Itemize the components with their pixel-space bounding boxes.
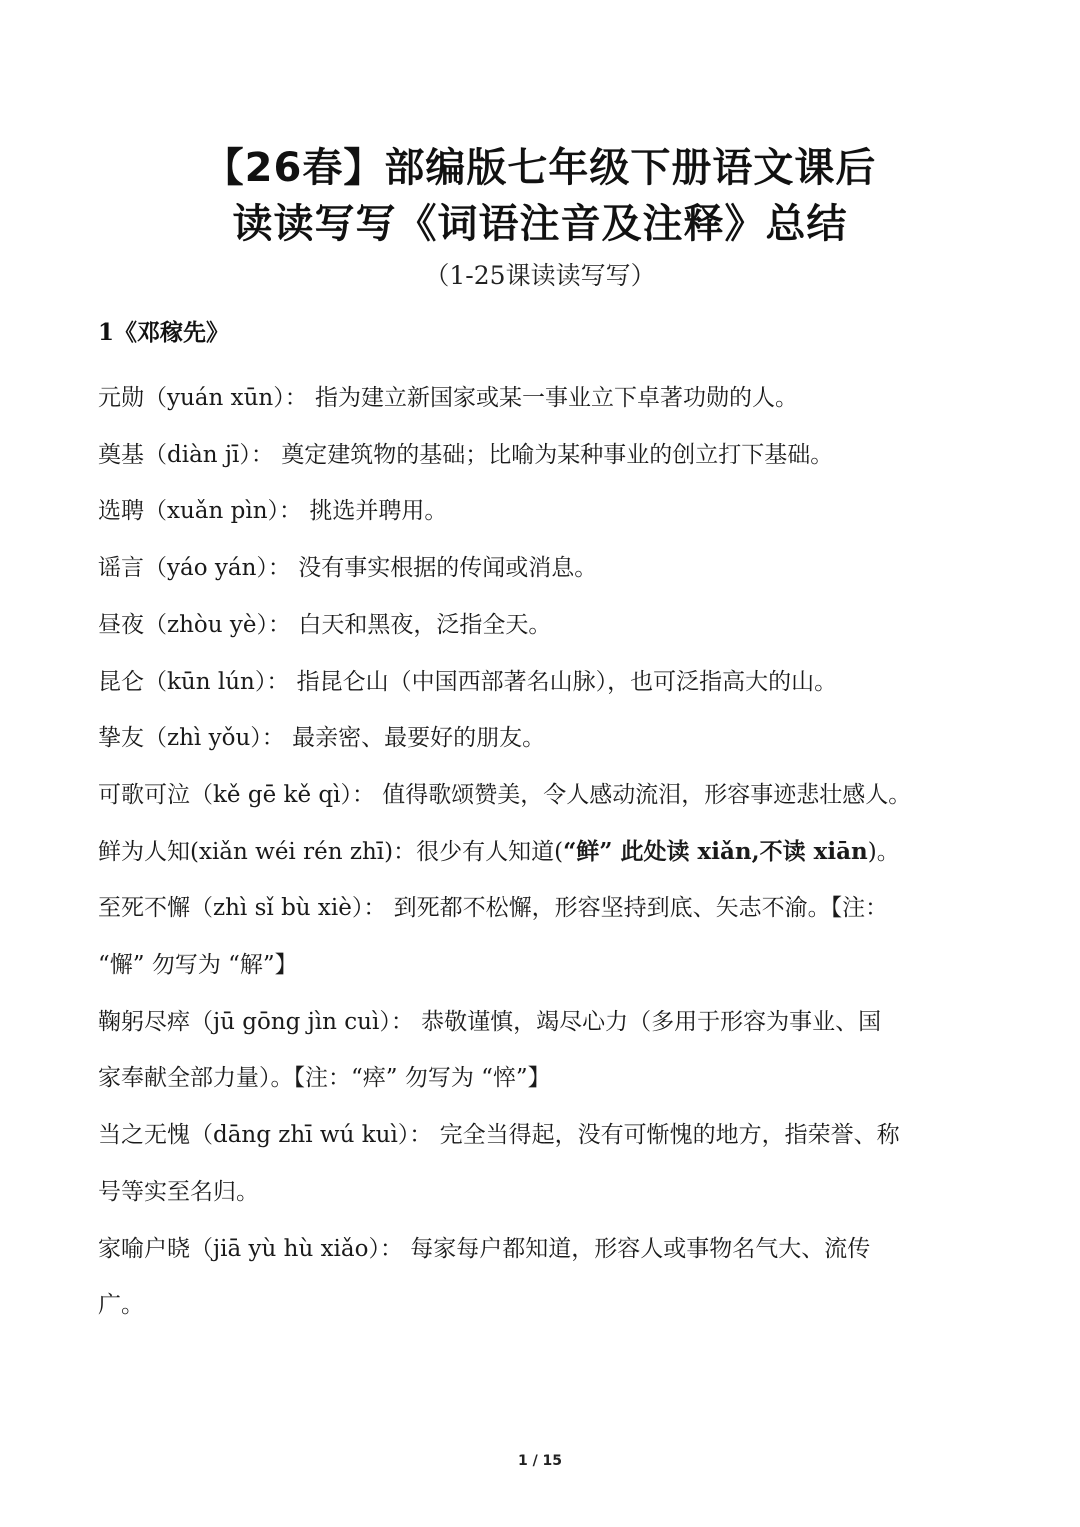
vocabulary-entry bbox=[98, 994, 998, 1107]
entry-text: 昼夜（zhòu yè）： 白天和黑夜，泛指全天。 bbox=[98, 611, 552, 638]
entry-text: 奠基（diàn jī）： 奠定建筑物的基础；比喻为某种事业的创立打下基础。 bbox=[98, 441, 834, 468]
entry-continuation: “懈” 勿写为 “解”】 bbox=[98, 952, 298, 979]
vocabulary-entry bbox=[98, 597, 998, 654]
entry-note-bold: “鲜” 此处读 xiǎn,不读 xiān bbox=[563, 837, 868, 865]
vocabulary-entry bbox=[98, 540, 998, 597]
section-heading: 1《邓稼先》 bbox=[98, 319, 230, 346]
document-title-line-1: 【26春】部编版七年级下册语文课后 bbox=[203, 145, 877, 191]
entry-text: 家喻户晓（jiā yù hù xiǎo）： 每家每户都知道，形容人或事物名气大、流传 bbox=[98, 1235, 871, 1262]
entry-text: 可歌可泣（kě gē kě qì）： 值得歌颂赞美，令人感动流泪，形容事迹悲壮感人。 bbox=[98, 781, 912, 808]
vocabulary-entry bbox=[98, 710, 998, 767]
vocabulary-entry bbox=[98, 824, 998, 881]
entry-text: 鞠躬尽瘁（jū gōng jìn cuì）： 恭敬谨慎，竭尽心力（多用于形容为事业、国 bbox=[98, 1008, 882, 1035]
vocabulary-entry bbox=[98, 767, 998, 824]
vocabulary-entry bbox=[98, 370, 998, 427]
vocabulary-list bbox=[98, 370, 998, 1334]
entry-continuation: 号等实至名归。 bbox=[98, 1178, 259, 1205]
entry-text-tail: )。 bbox=[867, 838, 900, 865]
entry-text: 至死不懈（zhì sǐ bù xiè）： 到死都不松懈，形容坚持到底、矢志不渝。【注： bbox=[98, 895, 889, 922]
entry-text: 选聘（xuǎn pìn）： 挑选并聘用。 bbox=[98, 498, 448, 525]
entry-text: 谣言（yáo yán）： 没有事实根据的传闻或消息。 bbox=[98, 555, 598, 582]
entry-text: 挚友（zhì yǒu）： 最亲密、最要好的朋友。 bbox=[98, 725, 546, 752]
entry-text: 当之无愧（dāng zhī wú kuì）： 完全当得起，没有可惭愧的地方，指荣誉、称 bbox=[98, 1122, 900, 1149]
vocabulary-entry bbox=[98, 654, 998, 711]
vocabulary-entry bbox=[98, 1221, 998, 1334]
entry-text: 元勋（yuán xūn）： 指为建立新国家或某一事业立下卓著功勋的人。 bbox=[98, 385, 799, 411]
document-title-line-2: 读读写写《词语注音及注释》总结 bbox=[232, 201, 848, 247]
entry-continuation: 广。 bbox=[98, 1292, 144, 1319]
document-subtitle: （1-25课读读写写） bbox=[424, 261, 656, 290]
vocabulary-entry bbox=[98, 880, 998, 993]
vocabulary-entry bbox=[98, 427, 998, 484]
vocabulary-entry bbox=[98, 483, 998, 540]
entry-text: 昆仑（kūn lún）： 指昆仑山（中国西部著名山脉），也可泛指高大的山。 bbox=[98, 668, 838, 695]
entry-text: 鲜为人知(xiǎn wéi rén zhī)：很少有人知道( bbox=[98, 838, 564, 865]
page-number: 1 / 15 bbox=[517, 1453, 563, 1469]
entry-continuation: 家奉献全部力量）。【注：“瘁” 勿写为 “悴”】 bbox=[98, 1065, 551, 1092]
vocabulary-entry bbox=[98, 1107, 998, 1220]
